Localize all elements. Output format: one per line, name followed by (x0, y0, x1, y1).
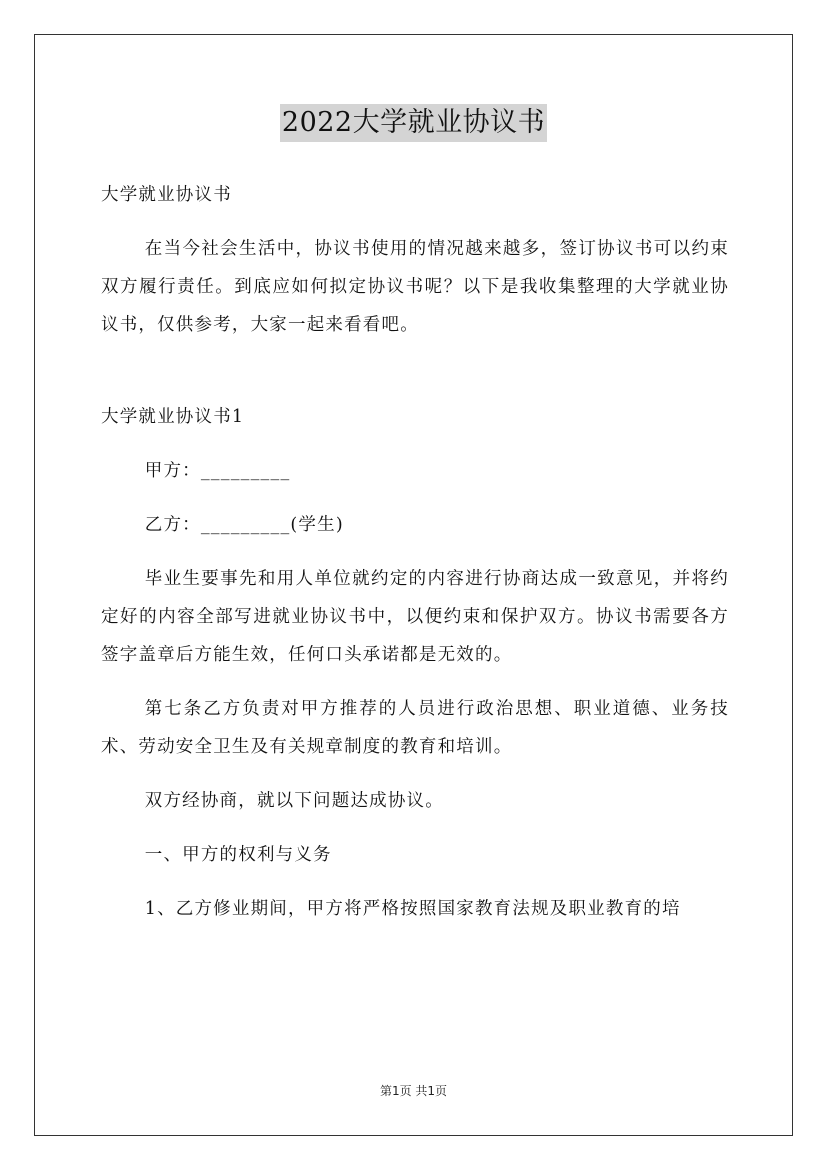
clause-heading: 一、甲方的权利与义务 (144, 845, 332, 865)
page-footer (0, 1082, 827, 1099)
document-title: 2022大学就业协议书 (280, 104, 547, 142)
paragraph: 1、乙方修业期间，甲方将严格按照国家教育法规及职业教育的培 (144, 899, 681, 919)
section-heading: 大学就业协议书1 (101, 407, 245, 427)
paragraph: 第七条乙方负责对甲方推荐的人员进行政治思想、职业道德、业务技术、劳动安全卫生及有关规章制度的教育和培训。 (101, 699, 729, 757)
document-body (101, 176, 729, 928)
document-title-container (0, 104, 827, 142)
paragraph: 毕业生要事先和用人单位就约定的内容进行协商达成一致意见，并将约定好的内容全部写进就业协议书中，以便约束和保护双方。协议书需要各方签字盖章后方能生效，任何口头承诺都是无效的。 (101, 569, 729, 665)
paragraph: 双方经协商，就以下问题达成协议。 (144, 791, 444, 811)
document-subtitle: 大学就业协议书 (101, 185, 232, 205)
page-number: 第1页 共1页 (379, 1084, 448, 1098)
intro-paragraph: 在当今社会生活中，协议书使用的情况越来越多，签订协议书可以约束双方履行责任。到底应如何拟定协议书呢？以下是我收集整理的大学就业协议书，仅供参考，大家一起来看看吧。 (101, 239, 729, 335)
party-b-line: 乙方：_________(学生) (144, 515, 344, 535)
party-a-line: 甲方：_________ (144, 461, 291, 481)
